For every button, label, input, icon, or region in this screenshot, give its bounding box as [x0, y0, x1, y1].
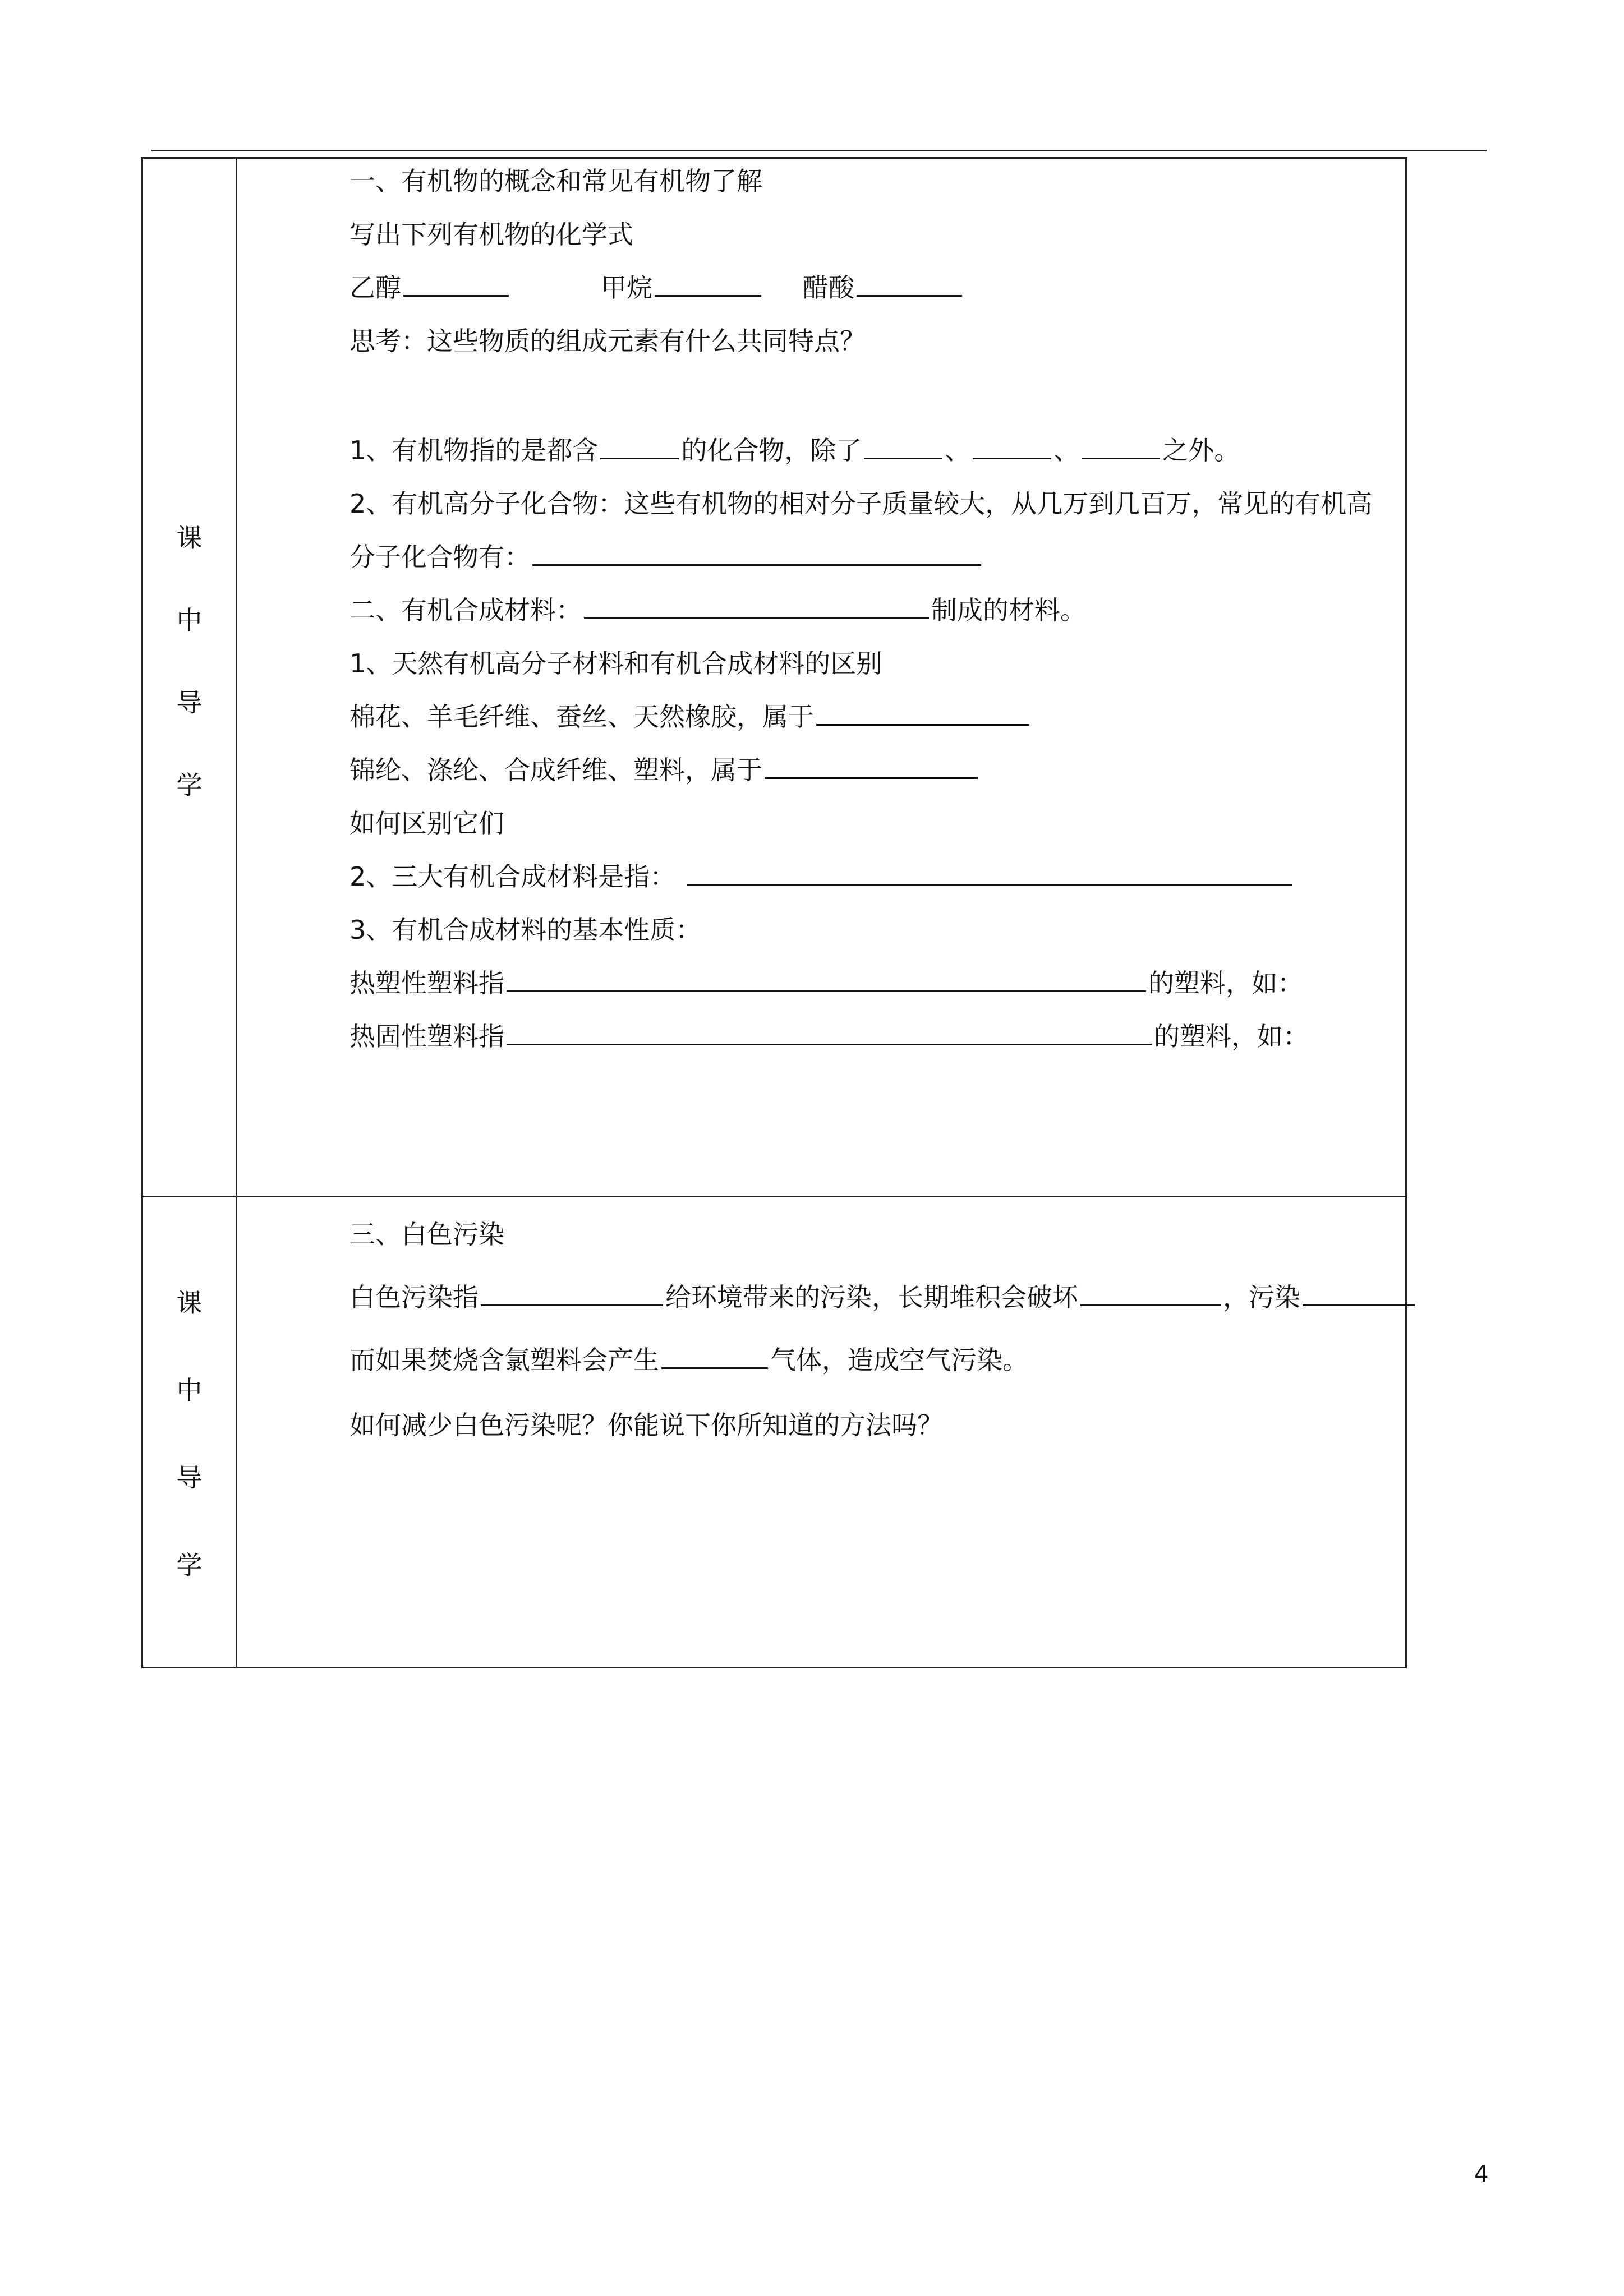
answer-blank[interactable]	[864, 435, 942, 459]
question-2-line1: 2、有机高分子化合物：这些有机物的相对分子质量较大，从几万到几百万，常见的有机高	[349, 488, 1373, 519]
section2-content	[237, 1197, 1406, 1668]
instruction-text: 写出下列有机物的化学式	[349, 219, 633, 250]
header-rule	[151, 150, 1487, 151]
answer-blank[interactable]	[403, 273, 509, 297]
question-text: 而如果焚烧含氯塑料会产生	[349, 1345, 659, 1375]
thermoset-line	[349, 1021, 1309, 1052]
answer-blank[interactable]	[857, 273, 962, 297]
question-text: 给环境带来的污染，长期堆积会破坏	[665, 1282, 1078, 1312]
section-2-question-3: 3、有机合成材料的基本性质：	[349, 915, 702, 945]
section-3-title: 三、白色污染	[349, 1219, 504, 1250]
formula-label-methane: 甲烷	[601, 273, 652, 303]
section1-content	[237, 158, 1406, 1197]
question-text: 之外。	[1162, 435, 1240, 465]
side-char: 学	[176, 770, 203, 800]
formula-label-ethanol: 乙醇	[349, 273, 401, 303]
side-char: 课	[176, 523, 203, 553]
section-row-2	[142, 1197, 1406, 1668]
side-char: 课	[176, 1288, 203, 1318]
section-title: 一、有机物的概念和常见有机物了解	[349, 166, 762, 196]
question-text: 气体，造成空气污染。	[770, 1345, 1028, 1375]
white-pollution-line-1	[349, 1281, 1522, 1313]
question-text: 白色污染指	[349, 1282, 479, 1312]
question-text: 分子化合物有：	[349, 542, 530, 572]
answer-blank[interactable]	[687, 861, 1292, 886]
section-2-question-2	[349, 861, 1295, 892]
side-char: 导	[176, 688, 203, 718]
question-text: 二、有机合成材料：	[349, 595, 582, 625]
section-2-question-1: 1、天然有机高分子材料和有机合成材料的区别	[349, 648, 882, 679]
question-2-line2	[349, 541, 983, 573]
answer-blank[interactable]	[507, 1021, 1152, 1045]
formula-row	[349, 272, 964, 303]
answer-blank[interactable]	[1303, 1282, 1415, 1306]
side-label-1	[142, 158, 237, 1197]
answer-blank[interactable]	[481, 1282, 663, 1306]
section-row-1	[142, 158, 1406, 1197]
question-text: 热固性塑料指	[349, 1021, 504, 1052]
side-label-text	[143, 525, 236, 798]
think-question: 思考：这些物质的组成元素有什么共同特点？	[349, 326, 866, 356]
how-distinguish: 如何区别它们	[349, 808, 504, 838]
side-char: 导	[176, 1463, 203, 1493]
answer-blank[interactable]	[600, 435, 679, 459]
reduce-pollution-question: 如何减少白色污染呢？你能说下你所知道的方法吗？	[349, 1410, 943, 1440]
answer-blank[interactable]	[1080, 1282, 1221, 1306]
side-char: 学	[176, 1550, 203, 1580]
question-text: 锦纶、涤纶、合成纤维、塑料，属于	[349, 755, 762, 785]
question-text: 热塑性塑料指	[349, 968, 504, 998]
natural-materials	[349, 701, 1032, 732]
answer-blank[interactable]	[584, 595, 929, 619]
answer-blank[interactable]	[655, 273, 761, 297]
answer-blank[interactable]	[661, 1345, 768, 1369]
question-text: 1、有机物指的是都含	[349, 435, 599, 465]
side-char: 中	[176, 605, 203, 635]
answer-blank[interactable]	[1082, 435, 1160, 459]
section-2-title	[349, 594, 1086, 626]
side-label-text	[143, 1290, 236, 1578]
question-text: 棉花、羊毛纤维、蚕丝、天然橡胶，属于	[349, 702, 814, 732]
answer-blank[interactable]	[507, 968, 1146, 992]
answer-blank[interactable]	[765, 755, 978, 779]
question-text: 的塑料，如：	[1148, 968, 1303, 998]
answer-blank[interactable]	[532, 542, 981, 566]
question-text: 的塑料，如：	[1154, 1021, 1309, 1052]
synthetic-materials	[349, 754, 980, 786]
side-char: 中	[176, 1375, 203, 1405]
question-text: 的化合物，除了	[681, 435, 862, 465]
answer-blank[interactable]	[973, 435, 1051, 459]
worksheet-table	[141, 157, 1407, 1668]
thermoplastic-line	[349, 967, 1303, 999]
formula-label-acetic-acid: 醋酸	[803, 273, 854, 303]
side-label-2	[142, 1197, 237, 1668]
white-pollution-line-2	[349, 1344, 1028, 1376]
page-number: 4	[1474, 2161, 1489, 2187]
question-1	[349, 435, 1240, 466]
separator: 、	[945, 435, 971, 465]
question-text: 制成的材料。	[931, 595, 1086, 625]
separator: 、	[1053, 435, 1080, 465]
answer-blank[interactable]	[816, 702, 1029, 726]
question-text: ，污染	[1223, 1282, 1300, 1312]
question-text: 2、三大有机合成材料是指：	[349, 861, 676, 892]
